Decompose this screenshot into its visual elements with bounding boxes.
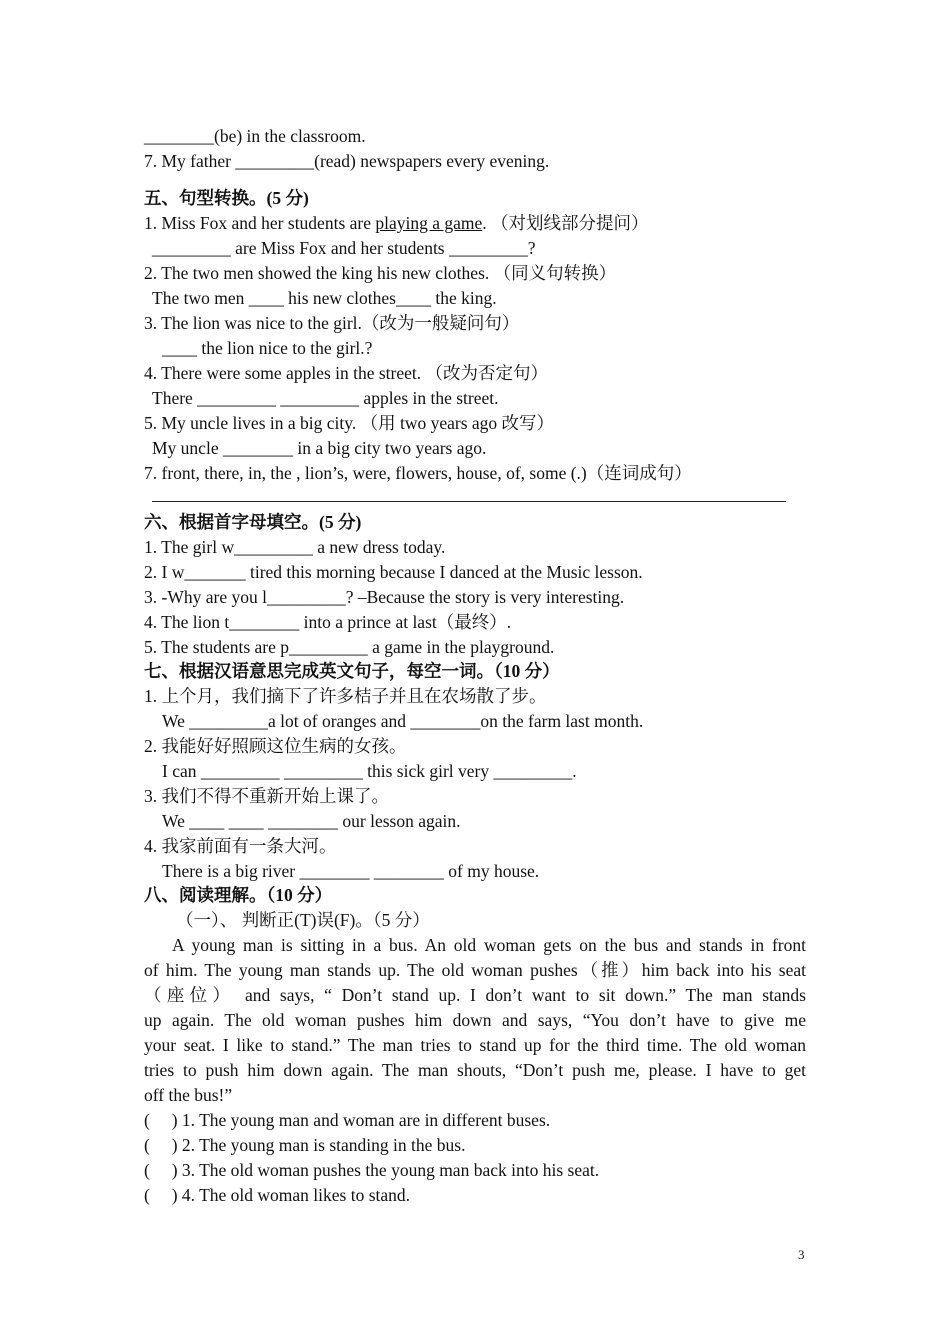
question-5-4: 4. There were some apples in the street. （改为否定句）: [144, 363, 549, 383]
passage-line: tries to push him down again. The man shouts, “Don’t push me, please. I have to get: [144, 1060, 806, 1080]
answer-line: I can _________ _________ this sick girl very _________.: [162, 761, 577, 781]
question-instruction: . （对划线部分提问）: [482, 213, 649, 233]
list-item: 2. I w_______ tired this morning because I danced at the Music lesson.: [144, 562, 643, 582]
chinese-prompt: 1. 上个月，我们摘下了许多桔子并且在农场散了步。: [144, 686, 547, 706]
judgement-item: ( ) 3. The old woman pushes the young man back into his seat.: [144, 1160, 600, 1180]
question-5-7: 7. front, there, in, the , lion’s, were, flowers, house, of, some (.)（连词成句）: [144, 463, 692, 483]
section-8-heading: 八、阅读理解。（10 分）: [144, 885, 333, 905]
list-item: 3. -Why are you l_________? –Because the story is very interesting.: [144, 587, 625, 607]
answer-line: ____ the lion nice to the girl.?: [162, 338, 373, 358]
list-item: 5. The students are p_________ a game in the playground.: [144, 637, 555, 657]
text-line: ________(be) in the classroom.: [144, 126, 366, 146]
question-5-2: 2. The two men showed the king his new clothes. （同义句转换）: [144, 263, 617, 283]
passage-line: （座位） and says, “ Don’t stand up. I don’t want to sit down.” The man stands: [144, 985, 806, 1005]
chinese-prompt: 4. 我家前面有一条大河。: [144, 836, 337, 856]
chinese-prompt: 3. 我们不得不重新开始上课了。: [144, 786, 389, 806]
section-7-heading: 七、根据汉语意思完成英文句子，每空一词。（10 分）: [144, 661, 560, 681]
page-number: 3: [798, 1247, 805, 1262]
answer-line: We _________a lot of oranges and ________on the farm last month.: [162, 711, 644, 731]
question-5-3: 3. The lion was nice to the girl.（改为一般疑问句）: [144, 313, 520, 333]
passage-line: of him. The young man stands up. The old woman pushes（推）him back into his seat: [144, 960, 806, 980]
passage-line: A young man is sitting in a bus. An old woman gets on the bus and stands in front: [172, 935, 806, 955]
question-5-5: 5. My uncle lives in a big city. （用 two years ago 改写）: [144, 413, 555, 433]
question-5-1: [144, 211, 806, 236]
judgement-item: ( ) 1. The young man and woman are in different buses.: [144, 1110, 551, 1130]
judgement-item: ( ) 4. The old woman likes to stand.: [144, 1185, 411, 1205]
answer-line: The two men ____ his new clothes____ the king.: [152, 288, 497, 308]
passage-line: off the bus!”: [144, 1085, 233, 1105]
section-5-heading: 五、句型转换。(5 分): [144, 188, 309, 208]
answer-line: My uncle ________ in a big city two years ago.: [152, 438, 487, 458]
question-text: 1. Miss Fox and her students are: [144, 213, 376, 233]
answer-rule-line: [152, 501, 786, 502]
subsection-heading: （一）、 判断正(T)误(F)。（5 分）: [176, 910, 430, 930]
list-item: 4. The lion t________ into a prince at last（最终）.: [144, 612, 512, 632]
text-line: 7. My father _________(read) newspapers every evening.: [144, 151, 550, 171]
underlined-phrase: playing a game: [375, 213, 483, 233]
judgement-item: ( ) 2. The young man is standing in the bus.: [144, 1135, 466, 1155]
answer-line: There _________ _________ apples in the street.: [152, 388, 499, 408]
section-6-heading: 六、根据首字母填空。(5 分): [144, 512, 362, 532]
answer-line: There is a big river ________ ________ of my house.: [162, 861, 540, 881]
answer-line: We ____ ____ ________ our lesson again.: [162, 811, 461, 831]
chinese-prompt: 2. 我能好好照顾这位生病的女孩。: [144, 736, 407, 756]
passage-line: your seat. I like to stand.” The man tries to stand up for the third time. The old woman: [144, 1035, 806, 1055]
passage-line: up again. The old woman pushes him down and says, “You don’t have to give me: [144, 1010, 806, 1030]
answer-line: _________ are Miss Fox and her students _________?: [152, 238, 536, 258]
list-item: 1. The girl w_________ a new dress today.: [144, 537, 446, 557]
